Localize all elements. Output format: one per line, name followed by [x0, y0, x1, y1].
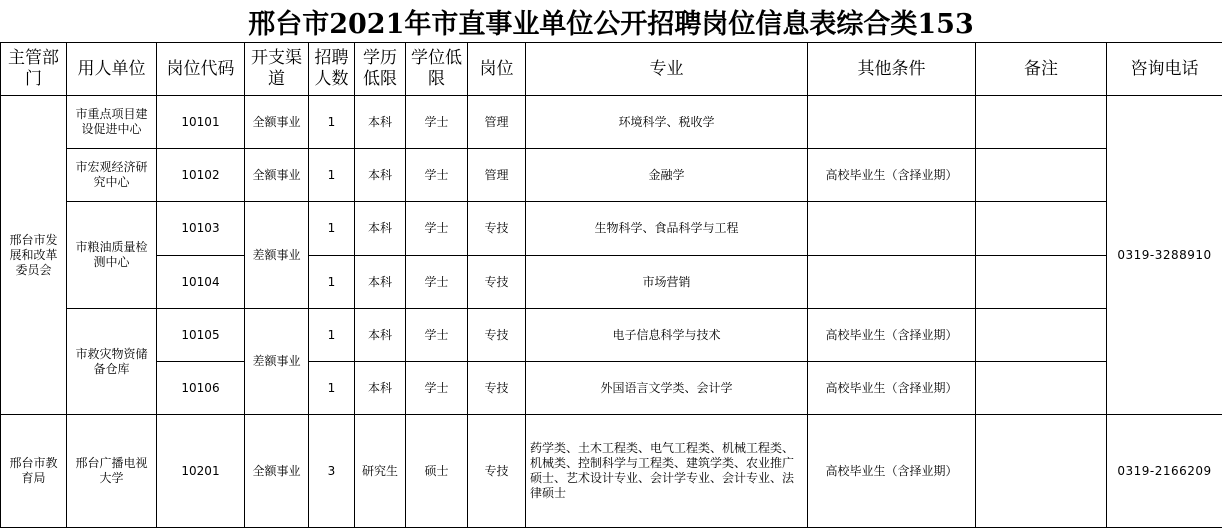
- header-remark: 备注: [976, 43, 1107, 96]
- count-cell: 1: [309, 362, 355, 415]
- table-row: [1, 415, 1222, 528]
- degree-cell: 学士: [406, 256, 468, 309]
- code-cell: 10201: [157, 415, 245, 528]
- table-row: [1, 149, 1222, 202]
- count-cell: 3: [309, 415, 355, 528]
- remark-cell: [976, 96, 1107, 149]
- major-cell: 外国语言文学类、会计学: [526, 362, 808, 415]
- edu-cell: 本科: [355, 362, 406, 415]
- code-cell: 10106: [157, 362, 245, 415]
- remark-cell: [976, 415, 1107, 528]
- header-post: 岗位: [468, 43, 526, 96]
- header-edu: 学历低限: [355, 43, 406, 96]
- header-other: 其他条件: [808, 43, 976, 96]
- other-cell: [808, 202, 976, 256]
- degree-cell: 学士: [406, 149, 468, 202]
- funding-cell: 差额事业: [245, 309, 309, 415]
- unit-cell: 市宏观经济研究中心: [67, 149, 157, 202]
- code-cell: 10103: [157, 202, 245, 256]
- funding-cell: 差额事业: [245, 202, 309, 309]
- remark-cell: [976, 309, 1107, 362]
- table-row: [1, 362, 1222, 415]
- major-cell: 金融学: [526, 149, 808, 202]
- remark-cell: [976, 149, 1107, 202]
- unit-cell: 市救灾物资储备仓库: [67, 309, 157, 415]
- header-unit: 用人单位: [67, 43, 157, 96]
- page-title: 邢台市2021年市直事业单位公开招聘岗位信息表综合类153: [0, 0, 1222, 42]
- post-cell: 专技: [468, 362, 526, 415]
- recruitment-table: [0, 42, 1222, 528]
- header-degree: 学位低限: [406, 43, 468, 96]
- edu-cell: 本科: [355, 202, 406, 256]
- count-cell: 1: [309, 202, 355, 256]
- degree-cell: 学士: [406, 96, 468, 149]
- other-cell: [808, 256, 976, 309]
- table-row: [1, 309, 1222, 362]
- code-cell: 10104: [157, 256, 245, 309]
- table-row: [1, 96, 1222, 149]
- code-cell: 10101: [157, 96, 245, 149]
- other-cell: 高校毕业生（含择业期）: [808, 362, 976, 415]
- major-cell: 市场营销: [526, 256, 808, 309]
- post-cell: 管理: [468, 96, 526, 149]
- code-cell: 10102: [157, 149, 245, 202]
- major-cell: 药学类、土木工程类、电气工程类、机械工程类、机械类、控制科学与工程类、建筑学类、农业推广硕士、艺术设计专业、会计学专业、会计专业、法律硕士: [526, 415, 808, 528]
- header-funding: 开支渠道: [245, 43, 309, 96]
- edu-cell: 本科: [355, 309, 406, 362]
- major-cell: 环境科学、税收学: [526, 96, 808, 149]
- header-row: [1, 43, 1222, 96]
- header-code: 岗位代码: [157, 43, 245, 96]
- header-dept: 主管部门: [1, 43, 67, 96]
- count-cell: 1: [309, 96, 355, 149]
- major-cell: 电子信息科学与技术: [526, 309, 808, 362]
- other-cell: [808, 96, 976, 149]
- post-cell: 管理: [468, 149, 526, 202]
- remark-cell: [976, 256, 1107, 309]
- edu-cell: 本科: [355, 149, 406, 202]
- remark-cell: [976, 202, 1107, 256]
- phone-cell: 0319-2166209: [1107, 415, 1222, 528]
- edu-cell: 研究生: [355, 415, 406, 528]
- major-cell: 生物科学、食品科学与工程: [526, 202, 808, 256]
- phone-cell: 0319-3288910: [1107, 96, 1222, 415]
- post-cell: 专技: [468, 202, 526, 256]
- funding-cell: 全额事业: [245, 149, 309, 202]
- degree-cell: 学士: [406, 309, 468, 362]
- unit-cell: 市重点项目建设促进中心: [67, 96, 157, 149]
- count-cell: 1: [309, 309, 355, 362]
- code-cell: 10105: [157, 309, 245, 362]
- unit-cell: 市粮油质量检测中心: [67, 202, 157, 309]
- funding-cell: 全额事业: [245, 96, 309, 149]
- edu-cell: 本科: [355, 96, 406, 149]
- header-phone: 咨询电话: [1107, 43, 1222, 96]
- dept-cell: 邢台市发展和改革委员会: [1, 96, 67, 415]
- funding-cell: 全额事业: [245, 415, 309, 528]
- unit-cell: 邢台广播电视大学: [67, 415, 157, 528]
- header-major: 专业: [526, 43, 808, 96]
- degree-cell: 硕士: [406, 415, 468, 528]
- post-cell: 专技: [468, 256, 526, 309]
- other-cell: 高校毕业生（含择业期）: [808, 415, 976, 528]
- dept-cell: 邢台市教育局: [1, 415, 67, 528]
- count-cell: 1: [309, 256, 355, 309]
- table-row: [1, 202, 1222, 256]
- other-cell: 高校毕业生（含择业期）: [808, 309, 976, 362]
- table-row: [1, 256, 1222, 309]
- edu-cell: 本科: [355, 256, 406, 309]
- post-cell: 专技: [468, 309, 526, 362]
- header-count: 招聘人数: [309, 43, 355, 96]
- other-cell: 高校毕业生（含择业期）: [808, 149, 976, 202]
- remark-cell: [976, 362, 1107, 415]
- post-cell: 专技: [468, 415, 526, 528]
- degree-cell: 学士: [406, 202, 468, 256]
- count-cell: 1: [309, 149, 355, 202]
- degree-cell: 学士: [406, 362, 468, 415]
